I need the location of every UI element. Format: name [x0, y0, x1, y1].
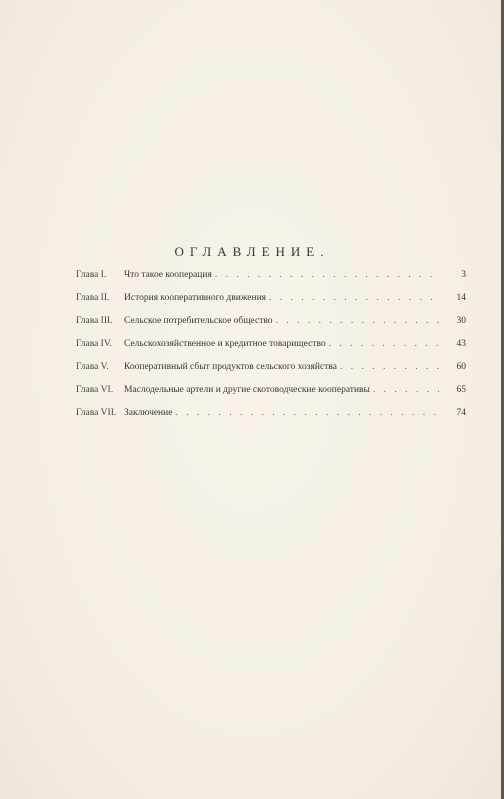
toc-chapter-title: История кооперативного движения: [124, 293, 267, 303]
toc-entry: [76, 339, 466, 362]
toc-entry: [76, 270, 466, 293]
dot-leader: [269, 293, 439, 303]
toc-chapter-label: Глава VII.: [76, 408, 117, 418]
toc-entry: [76, 385, 466, 408]
toc-chapter-title: Что такое кооперация: [124, 270, 212, 280]
toc-chapter-title: Сельское потребительское общество: [124, 316, 273, 326]
toc-chapter-label: Глава V.: [76, 362, 109, 372]
toc-entry: [76, 316, 466, 339]
toc-chapter-label: Глава II.: [76, 293, 110, 303]
toc-chapter-title: Заключение: [124, 408, 173, 418]
toc-chapter-label: Глава III.: [76, 316, 113, 326]
dot-leader: [175, 408, 439, 418]
dot-leader: [215, 270, 439, 280]
toc-entry: [76, 293, 466, 316]
dot-leader: [329, 339, 439, 349]
table-of-contents: [76, 270, 466, 431]
dot-leader: [276, 316, 439, 326]
toc-page-number: 60: [456, 362, 466, 372]
toc-entry: [76, 362, 466, 385]
dot-leader: [340, 362, 439, 372]
toc-chapter-label: Глава IV.: [76, 339, 112, 349]
toc-page-number: 74: [456, 408, 466, 418]
dot-leader: [373, 385, 439, 395]
toc-chapter-title: Сельскохозяйственное и кредитное товарищество: [124, 339, 326, 349]
toc-page-number: 14: [456, 293, 466, 303]
toc-page-number: 43: [456, 339, 466, 349]
toc-page-number: 30: [456, 316, 466, 326]
toc-chapter-label: Глава I.: [76, 270, 107, 280]
toc-page-number: 65: [456, 385, 466, 395]
toc-chapter-title: Кооперативный сбыт продуктов сельского хозяйства: [124, 362, 337, 372]
toc-chapter-title: Маслодельные артели и другие скотоводческие кооперативы: [124, 385, 370, 395]
toc-page-number: 3: [461, 270, 466, 280]
toc-chapter-label: Глава VI.: [76, 385, 114, 395]
toc-entry: [76, 408, 466, 431]
toc-heading: ОГЛАВЛЕНИЕ.: [174, 244, 330, 259]
